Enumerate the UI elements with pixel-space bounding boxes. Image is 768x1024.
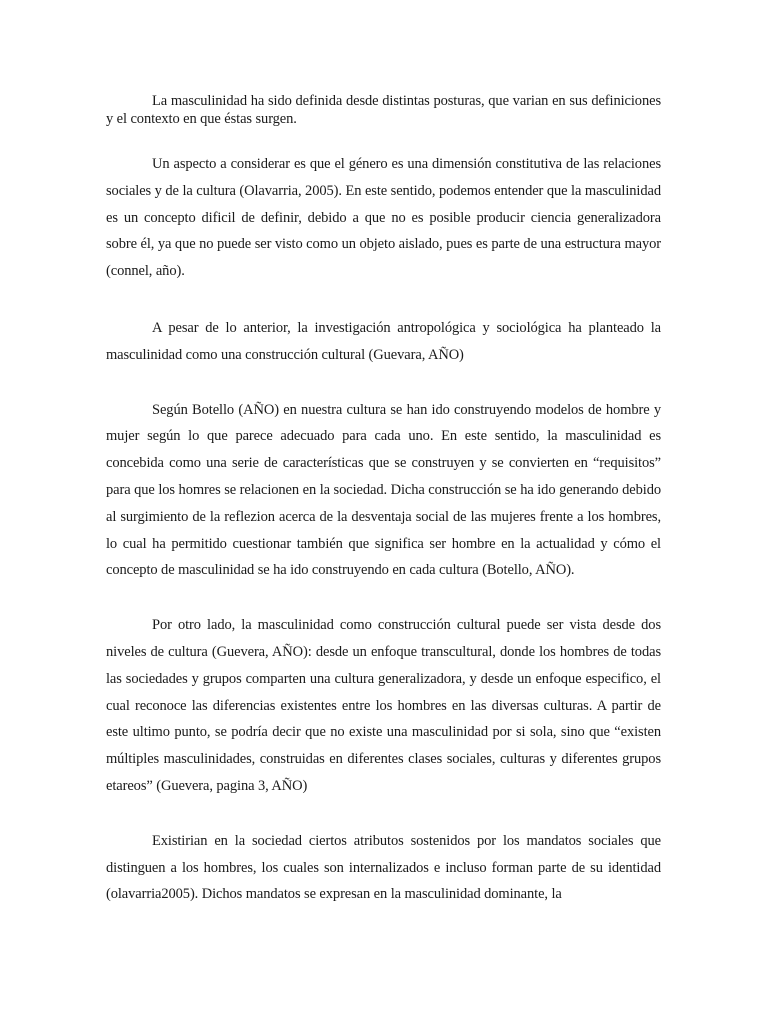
paragraph-6: Existirian en la sociedad ciertos atributos sostenidos por los mandatos sociales que distinguen a los hombres, los cuales son internalizados e incluso forman parte de su identidad (olavarria2005). Dichos mandatos se expresan en la masculinidad dominante, la bbox=[106, 832, 661, 903]
paragraph-4: Según Botello (AÑO) en nuestra cultura se han ido construyendo modelos de hombre y mujer según lo que parece adecuado para cada uno. En este sentido, la masculinidad es concebida como una serie de características que se construyen y se convierten en “requisitos” para que los homres se relacionen en la sociedad. Dicha construcción se ha ido generando debido al surgimiento de la reflezion acerca de la desventaja social de las mujeres frente a los hombres, lo cual ha permitido cuestionar también que significa ser hombre en la actualidad y cómo el concepto de masculinidad se ha ido construyendo en cada cultura (Botello, AÑO). bbox=[106, 401, 661, 579]
paragraph-2: Un aspecto a considerar es que el género es una dimensión constitutiva de las relaciones sociales y de la cultura (Olavarria, 2005). En este sentido, podemos entender que la masculinidad es un concepto dificil de definir, debido a que no es posible producir ciencia generalizadora sobre él, ya que no puede ser visto como un objeto aislado, pues es parte de una estructura mayor (connel, año). bbox=[106, 156, 661, 280]
paragraph-5: Por otro lado, la masculinidad como construcción cultural puede ser vista desde dos niveles de cultura (Guevera, AÑO): desde un enfoque transcultural, donde los hombres de todas las sociedades y grupos comparten una cultura generalizadora, y desde un enfoque especifico, el cual reconoce las diferencias existentes entre los hombres en las diversas culturas. A partir de este ultimo punto, se podría decir que no existe una masculinidad por si sola, sino que “existen múltiples masculinidades, construidas en diferentes clases sociales, culturas y diferentes grupos etareos” (Guevera, pagina 3, AÑO) bbox=[106, 617, 661, 794]
document-page bbox=[106, 92, 661, 908]
paragraph-3: A pesar de lo anterior, la investigación antropológica y sociológica ha planteado la masculinidad como una construcción cultural (Guevara, AÑO) bbox=[106, 319, 661, 363]
paragraph-1: La masculinidad ha sido definida desde distintas posturas, que varian en sus definiciones y el contexto en que éstas surgen. bbox=[106, 93, 661, 127]
